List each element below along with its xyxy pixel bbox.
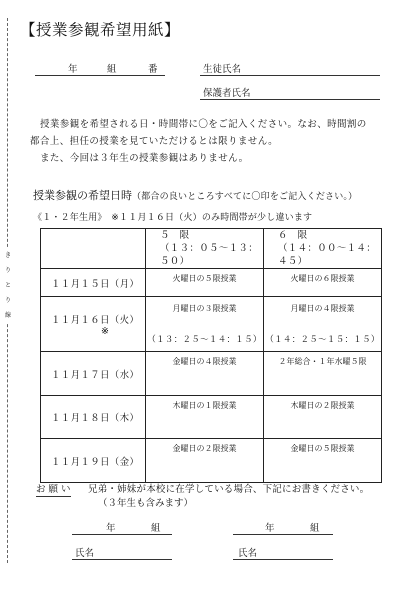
period6-header <box>264 229 382 269</box>
sibling2-grade-label: 年 <box>265 523 275 534</box>
table-header-row <box>41 229 382 269</box>
special-time-mark: ※ <box>101 325 110 337</box>
section-heading <box>33 187 357 203</box>
sibling1-name-field[interactable] <box>72 559 172 560</box>
student-name-label: 生徒氏名 <box>203 64 242 75</box>
cut-line-char: と <box>4 282 11 289</box>
sibling1-grade-class-field[interactable] <box>72 534 172 535</box>
period6-cell[interactable]: 木曜日の２限授業 <box>264 396 382 439</box>
day-cell: １１月１７日（水） <box>41 352 146 396</box>
period6-special-time: （１４：２５～１５：１５） <box>265 335 380 345</box>
period5-cell[interactable]: 木曜日の１限授業 <box>146 396 264 439</box>
page-title: 【授業参観希望用紙】 <box>20 21 181 39</box>
period5-cell[interactable] <box>146 297 264 352</box>
grade-label: 年 <box>68 64 78 75</box>
cut-line-char: り <box>4 267 11 274</box>
number-label: 番 <box>148 64 158 75</box>
table-row <box>41 439 382 483</box>
section-title: 授業参観の希望日時 <box>33 189 132 202</box>
period5-cell[interactable]: 火曜日の５限授業 <box>146 269 264 297</box>
sibling1-class-label: 組 <box>151 523 161 534</box>
request-line-1: 兄弟・姉妹が本校に在学している場合、下記にお書きください。 <box>88 484 370 495</box>
guardian-name-field[interactable] <box>200 99 380 100</box>
period6-cell[interactable]: ２年総合・１年水曜５限 <box>264 352 382 396</box>
header-blank-cell <box>41 229 146 269</box>
period6-cell[interactable]: 金曜日の５限授業 <box>264 439 382 483</box>
intro-line-3: また、今回は３年生の授業参観はありません。 <box>40 153 249 164</box>
class-label: 月曜日の３限授業 <box>172 304 237 313</box>
intro-line-1: 授業参観を希望される日・時間帯に〇をご記入ください。なお、時間割の <box>40 119 367 130</box>
period5-special-time: （１３：２５～１４：１５） <box>147 335 262 345</box>
period5-time: （１３：０５～１３：５０） <box>160 243 259 267</box>
cut-line-label <box>4 248 12 323</box>
day-label: １１月１６日（火） <box>51 314 140 326</box>
period5-label: ５ 限 <box>160 230 190 241</box>
grade-class-number-field[interactable] <box>35 75 165 76</box>
day-cell: １１月１９日（金） <box>41 439 146 483</box>
schedule-table <box>40 228 382 483</box>
sibling1-grade-label: 年 <box>106 523 116 534</box>
period5-cell[interactable]: 金曜日の４限授業 <box>146 352 264 396</box>
day-cell: １１月１８日（木） <box>41 396 146 439</box>
sibling2-class-label: 組 <box>310 523 320 534</box>
period6-cell[interactable]: 火曜日の６限授業 <box>264 269 382 297</box>
period5-cell[interactable]: 金曜日の２限授業 <box>146 439 264 483</box>
period6-time: （１４：００～１４：４５） <box>278 243 377 267</box>
table-row <box>41 297 382 352</box>
intro-line-2: 都合上、担任の授業を見ていただけるとは限りません。 <box>30 136 279 147</box>
table-row <box>41 396 382 439</box>
guardian-name-label: 保護者氏名 <box>203 88 251 99</box>
request-label-text: お 願 い <box>36 484 71 495</box>
sibling2-grade-class-field[interactable] <box>233 534 333 535</box>
cut-line-char: り <box>4 297 11 304</box>
day-cell: １１月１５日（月） <box>41 269 146 297</box>
sibling1-name-label: 氏名 <box>75 548 95 559</box>
period6-cell[interactable] <box>264 297 382 352</box>
table-row <box>41 352 382 396</box>
sibling2-name-label: 氏名 <box>238 548 258 559</box>
student-name-field[interactable] <box>200 75 380 76</box>
grade-note: 《１・２年生用》 ※１１月１６日（火）のみ時間帯が少し違います <box>33 213 313 223</box>
table-row <box>41 269 382 297</box>
cut-line-char: き <box>4 252 11 259</box>
period6-label: ６ 限 <box>278 230 308 241</box>
request-line-2: （３年生も含みます） <box>98 498 194 509</box>
day-cell <box>41 297 146 352</box>
sibling2-name-field[interactable] <box>233 559 333 560</box>
class-label: 月曜日の４限授業 <box>290 304 355 313</box>
class-label: 組 <box>107 64 117 75</box>
section-note: （都合の良いところすべてに〇印をご記入ください。） <box>132 192 358 202</box>
cut-line-char: 線 <box>4 312 11 319</box>
request-label <box>36 481 71 495</box>
period5-header <box>146 229 264 269</box>
